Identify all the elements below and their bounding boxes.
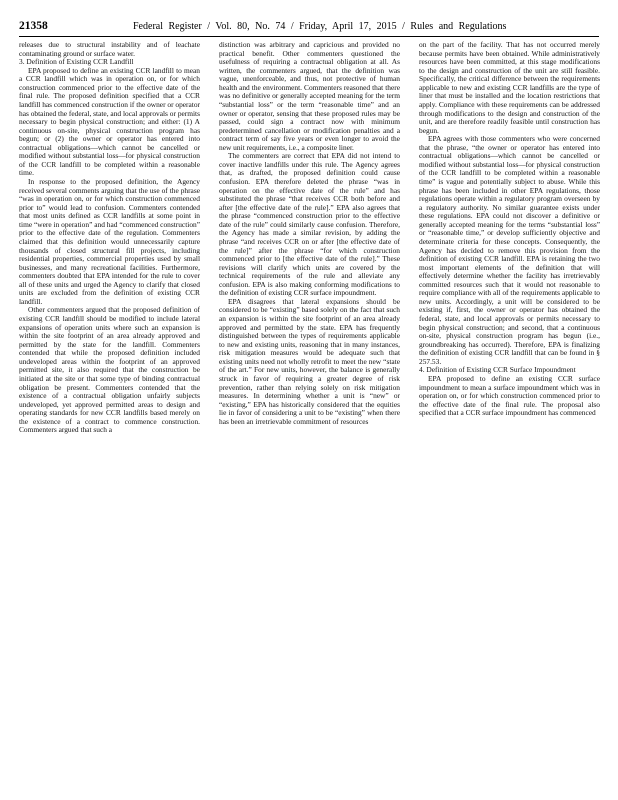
running-title: Federal Register / Vol. 80, No. 74 / Friday, April 17, 2015 / Rules and Regulations	[133, 21, 507, 32]
paragraph: The commenters are correct that EPA did not intend to cover inactive landfills under this rule. The Agency agrees that, as drafted, the proposed definition could cause confusion. EPA therefore deleted the phrase “was in operation on the effective date of the rule” and has substituted the phrase “that receives CCR both before and after [the effective date of the rule].” EPA also agrees that the phrase “commenced construction prior to the effective date of the rule” could similarly cause confusion. Therefore, the Agency has made a similar revision, by adding the phrase “and receives CCR on or after [the effective date of the rule]” after the phrase “for which construction commenced prior to [the effective date of the rule].” These revisions will clarify which units are covered by the technical requirements of the rule and alleviate any confusion. EPA is also making conforming modifications to the definition of existing CCR surface impoundment.	[219, 151, 400, 298]
page-header	[19, 20, 599, 34]
section-heading: 4. Definition of Existing CCR Surface Impoundment	[419, 365, 576, 375]
section-heading: 3. Definition of Existing CCR Landfill	[19, 57, 134, 67]
header-rule	[19, 36, 599, 37]
paragraph: EPA proposed to define an existing CCR landfill to mean a CCR landfill which was in operation on, or for which construction commenced prior to the effective date of the final rule. The proposed definition specified that a CCR landfill has commenced construction if the owner or operator has obtained the federal, state, and local approvals or permits necessary to begin physical construction; and either: (1) A continuous on-site, physical construction program has begun; or (2) the owner or operator has entered into contractual obligations—which cannot be cancelled or modified without substantial loss—for physical construction of the CCR landfill to be completed within a reasonable time.	[19, 65, 200, 178]
paragraph: releases due to structural instability and of leachate contaminating ground or surface water.	[19, 41, 200, 58]
paragraph: EPA proposed to define an existing CCR surface impoundment to mean a surface impoundment which was in operation on, or for which construction commenced prior to the effective date of the final rule. The proposal also specified that a CCR surface impoundment has commenced	[419, 373, 600, 418]
paragraph: EPA disagrees that lateral expansions should be considered to be “existing” based solely on the fact that such an expansion is within the site footprint of an area already approved and permitted by the state. EPA has frequently distinguished between the types of requirements applicable to new and existing units, reasoning that in many instances, risk mitigation measures would be adequate such that existing units need not wholly retrofit to meet the new “state of the art.” For new units, however, the balance is generally struck in favor of requiring a greater degree of risk prevention, rather than relying solely on risk mitigation measures. In determining whether a unit is “new” or “existing,” EPA has historically considered that the equities lie in favor of considering a unit to be “existing” when there has been an irretrievable commitment of resources	[219, 296, 400, 426]
paragraph: Other commenters argued that the proposed definition of existing CCR landfill should be modified to include lateral expansions of operation units where such an expansion is within the site footprint of an area already approved and permitted by the state for the landfill. Commenters contended that while the proposed definition included undeveloped areas within the footprint of an approved permitted site, it also required that the construction be initiated at the site or that some type of binding contractual obligation be present. Commenters contended that the existence of a contractual obligation unfairly subjects undeveloped, yet approved permitted areas to design and operating standards for new CCR landfills based merely on the existence of a contract to commence construction. Commenters argued that such a	[19, 305, 200, 435]
paragraph: In response to the proposed definition, the Agency received several comments arguing that the use of the phrase “was in operation on, or for which construction commenced prior to” would lead to confusion. Commenters contended that most units defined as CCR landfills at some point in time “were in operation” and had “commenced construction” prior to the effective date of the regulation. Commenters claimed that this definition would unnecessarily capture thousands of closed structural fill projects, including residential properties, commercial properties used by small businesses, and many recreational facilities. Furthermore, commenters doubted that EPA intended for the rule to cover all of these units and urged the Agency to clarify that closed units are excluded from the definition of existing CCR landfill.	[19, 177, 200, 306]
paragraph: EPA agrees with those commenters who were concerned that the phrase, “the owner or operator has entered into contractual obligations—which cannot be cancelled or modified without substantial loss—for physical construction of the CCR landfill to be completed within a reasonable time” is vague and potentially subject to abuse. While this phrase has been included in other EPA regulations, those regulations operate within a regulatory program overseen by a regulatory authority. No similar guarantee exists under these regulations. EPA could not discover a definitive or generally accepted meaning for the terms “substantial loss” or “reasonable time,” or develop sufficiently objective and determinate criteria for these concepts. Consequently, the Agency has decided to remove this provision from the definition of existing CCR landfill. EPA is retaining the two most important elements of the definition that will effectively determine whether the facility has irretrievably committed resources such that it would not reasonable to require compliance with all of the requirements applicable to new units. Accordingly, a unit will be considered to be existing if, first, the owner or operator has obtained the federal, state, and local approvals or permits necessary to begin physical construction; and second, that a continuous on-site, physical construction program has begun (i.e., groundbreaking has occurred). Therefore, EPA is finalizing the definition of existing CCR landfill that can be found in § 257.53.	[419, 134, 600, 366]
paragraph: distinction was arbitrary and capricious and provided no practical benefit. Other commenters questioned the usefulness of requiring a contractual obligation at all. As written, the commenters argued, that the definition was vague, unenforceable, and thus, not protective of human health and the environment. Commenters reasoned that there was no definitive or generally accepted meaning for the term “substantial loss” or the term “reasonable time” and an owner or operator, sensing that these proposed rules may be passed, could sign a contract now with minimum predetermined cancellation or modification penalties and a contract term of say five years or even longer to avoid the new unit requirements, i.e., a composite liner.	[219, 41, 400, 152]
paragraph: on the part of the facility. That has not occurred merely because permits have been obtained. While administratively resources have been committed, at this stage modifications to the design and construction of the unit are still feasible. Specifically, the critical difference between the requirements applicable to new and existing CCR landfills are the type of liner that must be installed and the location restrictions that apply. Compliance with these requirements can be addressed through modifications to the design and construction of the unit, and are therefore readily feasible until construction has begun.	[419, 41, 600, 135]
text-column-2	[219, 41, 400, 796]
text-column-1	[19, 41, 200, 796]
text-column-3	[419, 41, 600, 796]
page-number: 21358	[19, 20, 48, 32]
